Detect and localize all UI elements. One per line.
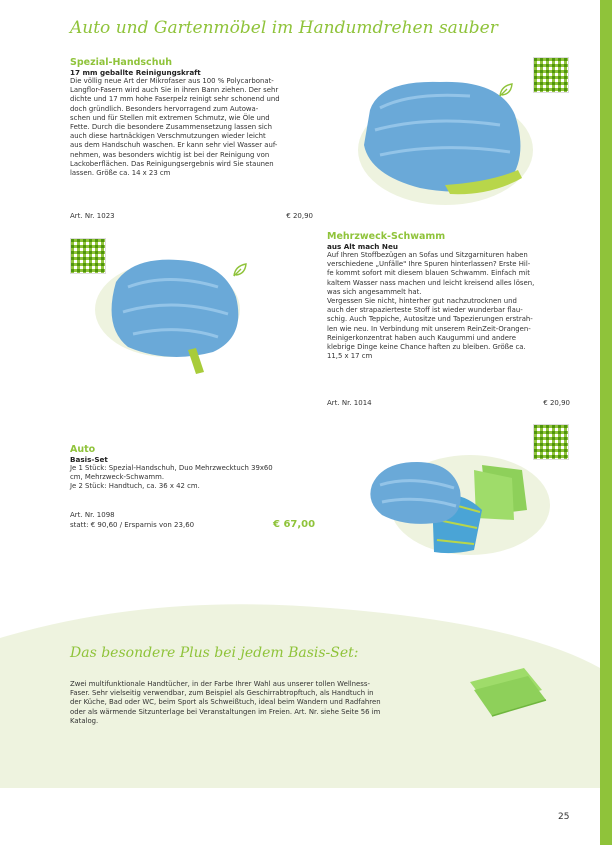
text-line: schen und für Stellen mit extremen Schmutz, wie Öle und	[70, 113, 270, 122]
auto-set-art-nr: Art. Nr. 1098	[70, 511, 115, 519]
text-line: auch diese hartnäckigen Verschmutzungen wieder leicht	[70, 132, 266, 141]
auto-set-image	[362, 440, 537, 560]
text-line: was sich angesammelt hat.	[327, 287, 422, 296]
text-line: Reinigerkonzentrat haben auch Kaugummi und andere	[327, 333, 516, 342]
text-line: schig. Auch Teppiche, Autositze und Tapezierungen erstrah-	[327, 315, 533, 324]
qr-code-icon	[533, 57, 569, 93]
glove-subtitle: 17 mm geballte Reinigungskraft	[70, 68, 201, 77]
text-line: kaltem Wasser nass machen und leicht kreisend alles lösen,	[327, 278, 535, 287]
glove-title: Spezial-Handschuh	[70, 57, 172, 68]
text-line: Die völlig neue Art der Mikrofaser aus 100 % Polycarbonat-	[70, 77, 274, 85]
text-line: auch der strapazierteste Stoff ist wieder wunderbar flau-	[327, 306, 523, 315]
auto-set-savings: statt: € 90,60 / Ersparnis von 23,60	[70, 521, 195, 529]
text-line: 11,5 x 17 cm	[327, 352, 373, 361]
sponge-subtitle: aus Alt mach Neu	[327, 242, 398, 251]
leaf-icon	[232, 262, 248, 278]
plus-description	[70, 680, 450, 726]
text-line: nehmen, was besonders wichtig ist bei der Reinigung von	[70, 150, 270, 159]
sponge-section	[327, 231, 570, 361]
text-line: len wie neu. In Verbindung mit unserem ReinZeit-Orangen-	[327, 324, 531, 333]
text-line: Zwei multifunktionale Handtücher, in der Farbe Ihrer Wahl aus unserer tollen Wellness-	[70, 680, 370, 688]
text-line: klebrige Dinge keine Chance haften zu bleiben. Größe ca.	[327, 343, 526, 352]
text-line: doch gründlich. Besonders hervorragend zum Autowa-	[70, 104, 259, 113]
glove-description	[70, 77, 315, 178]
text-line: Vergessen Sie nicht, hinterher gut nachzutrocknen und	[327, 297, 517, 306]
text-line: Lackoberflächen. Das Reinigungsergebnis wird Sie staunen	[70, 159, 274, 168]
text-line: Katalog.	[70, 716, 99, 725]
auto-set-subtitle: Basis-Set	[70, 455, 108, 464]
side-color-bar	[600, 0, 612, 845]
page-title: Auto und Gartenmöbel im Handumdrehen sauber	[70, 18, 498, 38]
text-line: Je 1 Stück: Spezial-Handschuh, Duo Mehrzwecktuch 39x60	[70, 464, 273, 472]
sponge-price: € 20,90	[543, 399, 570, 407]
auto-set-section	[70, 444, 320, 492]
page-number: 25	[558, 812, 570, 822]
text-line: Fette. Durch die besondere Zusammensetzung lassen sich	[70, 123, 272, 132]
text-line: Je 2 Stück: Handtuch, ca. 36 x 42 cm.	[70, 482, 200, 491]
text-line: fe kommt sofort mit diesem blauen Schwamm. Einfach mit	[327, 269, 530, 278]
auto-set-title: Auto	[70, 444, 96, 455]
sponge-image	[98, 252, 248, 377]
text-line: lassen. Größe ca. 14 x 23 cm	[70, 169, 171, 178]
glove-section	[70, 57, 315, 178]
plus-title: Das besondere Plus bei jedem Basis-Set:	[70, 645, 359, 661]
glove-price: € 20,90	[286, 212, 313, 220]
auto-set-description	[70, 464, 320, 492]
auto-set-price: € 67,00	[273, 519, 316, 530]
text-line: dichte und 17 mm hohe Faserpelz reinigt sehr schonend und	[70, 95, 280, 104]
glove-art-nr: Art. Nr. 1023	[70, 212, 115, 220]
text-line: verschiedene „Unfälle" Ihre Spuren hinterlassen? Erste Hil-	[327, 260, 531, 269]
towel-image	[462, 660, 552, 730]
text-line: aus dem Handschuh waschen. Er kann sehr viel Wasser auf-	[70, 141, 278, 150]
text-line: cm, Mehrzweck-Schwamm.	[70, 473, 165, 482]
sponge-art-nr: Art. Nr. 1014	[327, 399, 372, 407]
text-line: Langflor-Fasern wird auch Sie in ihren Bann ziehen. Der sehr	[70, 86, 279, 95]
text-line: der Küche, Bad oder WC, beim Sport als Schweißtuch, ideal beim Wandern und Radfahren	[70, 698, 381, 707]
text-line: Auf Ihren Stoffbezügen an Sofas und Sitzgarnituren haben	[327, 251, 528, 259]
sponge-description	[327, 251, 570, 361]
text-line: oder als wärmende Sitzunterlage bei Veranstaltungen im Freien. Art. Nr. siehe Seite 56 im	[70, 707, 381, 716]
text-line: Faser. Sehr vielseitig verwendbar, zum Beispiel als Geschirrabtropftuch, als Handtuch in	[70, 689, 374, 698]
sponge-title: Mehrzweck-Schwamm	[327, 231, 446, 242]
qr-code-icon	[533, 424, 569, 460]
leaf-icon	[498, 82, 514, 98]
